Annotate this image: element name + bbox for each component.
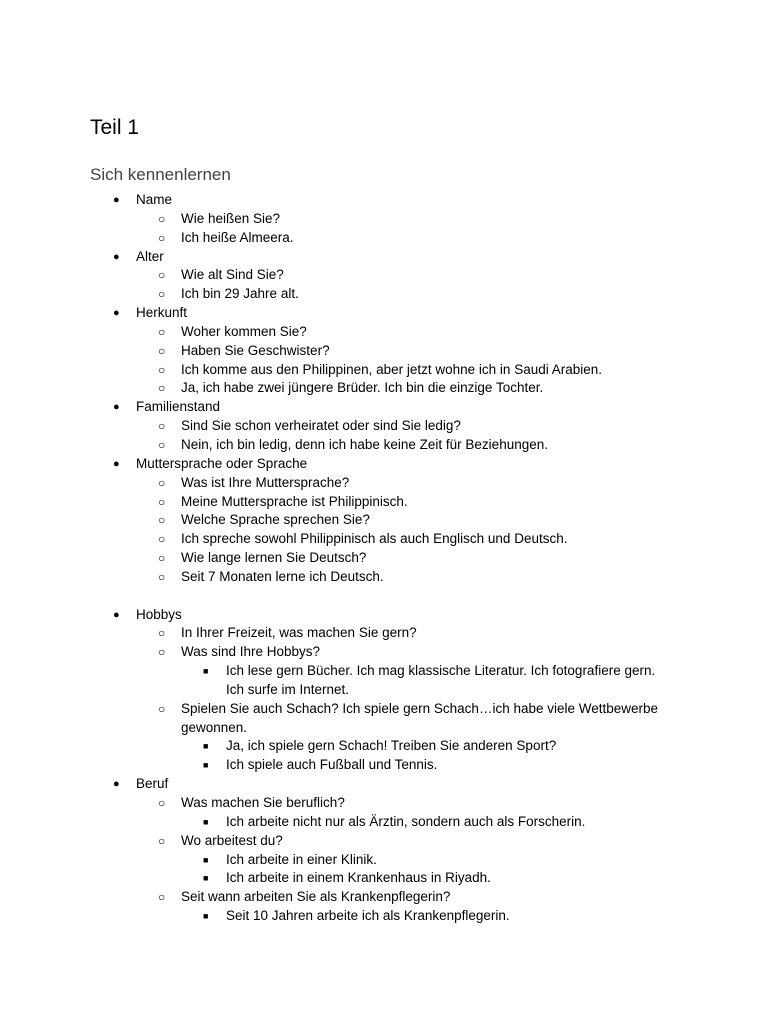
list-item-level-2 bbox=[0, 323, 768, 342]
list-item-level-2 bbox=[0, 342, 768, 361]
list-item-level-2 bbox=[0, 568, 768, 587]
list-item-level-2 bbox=[0, 888, 768, 907]
list-item-level-2 bbox=[0, 417, 768, 436]
list-item-level-3 bbox=[0, 737, 768, 756]
bullet-circle-icon: ○ bbox=[158, 211, 166, 226]
bullet-circle-icon: ○ bbox=[158, 701, 166, 716]
list-item-level-2 bbox=[0, 719, 768, 738]
list-item-text: Ich bin 29 Jahre alt. bbox=[181, 286, 299, 302]
list-item-level-2 bbox=[0, 549, 768, 568]
list-item-text: In Ihrer Freizeit, was machen Sie gern? bbox=[181, 625, 417, 641]
list-item-level-2 bbox=[0, 794, 768, 813]
list-item-text: Herkunft bbox=[136, 305, 188, 321]
bullet-circle-icon: ○ bbox=[158, 569, 166, 584]
list-item-level-2 bbox=[0, 511, 768, 530]
list-item-text: Ich spreche sowohl Philippinisch als auch Englisch und Deutsch. bbox=[181, 531, 568, 547]
list-item-text: Wie lange lernen Sie Deutsch? bbox=[181, 550, 367, 566]
list-item-level-2 bbox=[0, 266, 768, 285]
blank-line bbox=[0, 587, 768, 606]
outline-list bbox=[0, 191, 768, 926]
bullet-circle-icon: ○ bbox=[158, 419, 166, 434]
bullet-disc-icon: ● bbox=[113, 457, 120, 470]
list-item-level-3 bbox=[0, 907, 768, 926]
bullet-circle-icon: ○ bbox=[158, 324, 166, 339]
bullet-disc-icon: ● bbox=[113, 194, 120, 206]
list-item-level-1 bbox=[0, 398, 768, 417]
bullet-disc-icon: ● bbox=[113, 401, 120, 414]
list-item-level-2 bbox=[0, 210, 768, 229]
list-item-text: Muttersprache oder Sprache bbox=[136, 455, 308, 471]
section-heading: Sich kennenlernen bbox=[90, 165, 231, 184]
document-title: Teil 1 bbox=[90, 116, 140, 139]
bullet-circle-icon: ○ bbox=[158, 532, 166, 547]
list-item-text: Hobbys bbox=[136, 606, 182, 622]
list-item-level-2 bbox=[0, 643, 768, 662]
list-item-text: Seit 7 Monaten lerne ich Deutsch. bbox=[181, 568, 384, 584]
list-item-level-3 bbox=[0, 681, 768, 700]
list-item-level-2 bbox=[0, 624, 768, 643]
bullet-circle-icon: ○ bbox=[158, 343, 166, 358]
list-item-level-2 bbox=[0, 493, 768, 512]
list-item-text: Welche Sprache sprechen Sie? bbox=[181, 512, 370, 528]
list-item-text: Was sind Ihre Hobbys? bbox=[181, 644, 321, 660]
bullet-circle-icon: ○ bbox=[158, 551, 166, 566]
list-item-level-2 bbox=[0, 474, 768, 493]
list-item-level-1 bbox=[0, 191, 768, 210]
list-item-text: Seit 10 Jahren arbeite ich als Krankenpflegerin. bbox=[226, 908, 510, 924]
list-item-text: Nein, ich bin ledig, denn ich habe keine Zeit für Beziehungen. bbox=[181, 436, 548, 452]
list-item-text: Woher kommen Sie? bbox=[181, 323, 307, 339]
list-item-level-1 bbox=[0, 304, 768, 323]
bullet-circle-icon: ○ bbox=[158, 890, 166, 905]
bullet-circle-icon: ○ bbox=[158, 230, 166, 245]
bullet-circle-icon: ○ bbox=[158, 437, 166, 452]
bullet-disc-icon: ● bbox=[113, 307, 120, 320]
list-item-level-1 bbox=[0, 775, 768, 794]
list-item-text: Ich komme aus den Philippinen, aber jetzt wohne ich in Saudi Arabien. bbox=[181, 361, 603, 377]
bullet-square-icon: ■ bbox=[203, 873, 209, 884]
bullet-circle-icon: ○ bbox=[158, 796, 166, 810]
list-item-text: Beruf bbox=[136, 776, 169, 792]
list-item-text: Ja, ich spiele gern Schach! Treiben Sie anderen Sport? bbox=[226, 738, 557, 754]
list-item-text: Ich heiße Almeera. bbox=[181, 229, 294, 245]
list-item-level-2 bbox=[0, 229, 768, 248]
bullet-square-icon: ■ bbox=[203, 760, 209, 771]
bullet-disc-icon: ● bbox=[113, 250, 120, 263]
bullet-square-icon: ■ bbox=[203, 816, 209, 827]
list-item-level-1 bbox=[0, 248, 768, 267]
list-item-text: Ich arbeite in einem Krankenhaus in Riyadh. bbox=[226, 870, 491, 886]
bullet-disc-icon: ● bbox=[113, 778, 120, 791]
bullet-circle-icon: ○ bbox=[158, 287, 166, 302]
list-item-text: Haben Sie Geschwister? bbox=[181, 342, 330, 358]
bullet-square-icon: ■ bbox=[203, 741, 209, 752]
list-item-level-3 bbox=[0, 869, 768, 888]
list-item-text: Name bbox=[136, 192, 173, 207]
list-item-level-2 bbox=[0, 700, 768, 719]
list-item-text: Wo arbeitest du? bbox=[181, 832, 283, 848]
bullet-circle-icon: ○ bbox=[158, 645, 166, 660]
list-item-text: Ich spiele auch Fußball und Tennis. bbox=[226, 757, 438, 773]
list-item-level-2 bbox=[0, 436, 768, 455]
bullet-circle-icon: ○ bbox=[158, 475, 166, 490]
list-item-text: Ich arbeite in einer Klinik. bbox=[226, 851, 377, 867]
list-item-text: Meine Muttersprache ist Philippinisch. bbox=[181, 493, 408, 509]
bullet-circle-icon: ○ bbox=[158, 494, 166, 509]
list-item-text: Ich surfe im Internet. bbox=[226, 681, 350, 697]
list-item-text: Alter bbox=[136, 248, 164, 264]
list-item-level-2 bbox=[0, 530, 768, 549]
list-item-text: Was machen Sie beruflich? bbox=[181, 795, 345, 810]
bullet-square-icon: ■ bbox=[203, 911, 209, 922]
list-item-level-3 bbox=[0, 662, 768, 681]
bullet-circle-icon: ○ bbox=[158, 268, 166, 283]
bullet-square-icon: ■ bbox=[203, 854, 209, 865]
list-item-text: Wie alt Sind Sie? bbox=[181, 267, 284, 283]
bullet-circle-icon: ○ bbox=[158, 381, 166, 396]
list-item-level-3 bbox=[0, 756, 768, 775]
list-item-text: Sind Sie schon verheiratet oder sind Sie ledig? bbox=[181, 418, 461, 434]
bullet-square-icon: ■ bbox=[203, 666, 209, 677]
list-item-text: Ich lese gern Bücher. Ich mag klassische Literatur. Ich fotografiere gern. bbox=[226, 663, 656, 679]
list-item-text: gewonnen. bbox=[181, 719, 248, 735]
bullet-disc-icon: ● bbox=[113, 608, 120, 621]
list-item-text: Wie heißen Sie? bbox=[181, 210, 281, 226]
list-item-level-3 bbox=[0, 813, 768, 832]
list-item-level-2 bbox=[0, 361, 768, 380]
bullet-circle-icon: ○ bbox=[158, 626, 166, 641]
list-item-level-1 bbox=[0, 606, 768, 625]
list-item-text: Was ist Ihre Muttersprache? bbox=[181, 474, 350, 490]
bullet-circle-icon: ○ bbox=[158, 513, 166, 528]
list-item-text: Ja, ich habe zwei jüngere Brüder. Ich bin die einzige Tochter. bbox=[181, 380, 544, 396]
bullet-circle-icon: ○ bbox=[158, 362, 166, 377]
list-item-level-2 bbox=[0, 832, 768, 851]
list-item-level-1 bbox=[0, 455, 768, 474]
list-item-text: Ich arbeite nicht nur als Ärztin, sondern auch als Forscherin. bbox=[226, 813, 586, 829]
list-item-level-3 bbox=[0, 851, 768, 870]
list-item-text: Familienstand bbox=[136, 399, 221, 415]
list-item-level-2 bbox=[0, 285, 768, 304]
list-item-text: Spielen Sie auch Schach? Ich spiele gern Schach…ich habe viele Wettbewerbe bbox=[181, 700, 659, 716]
list-item-text: Seit wann arbeiten Sie als Krankenpflegerin? bbox=[181, 889, 451, 905]
list-item-level-2 bbox=[0, 379, 768, 398]
bullet-circle-icon: ○ bbox=[158, 833, 166, 848]
